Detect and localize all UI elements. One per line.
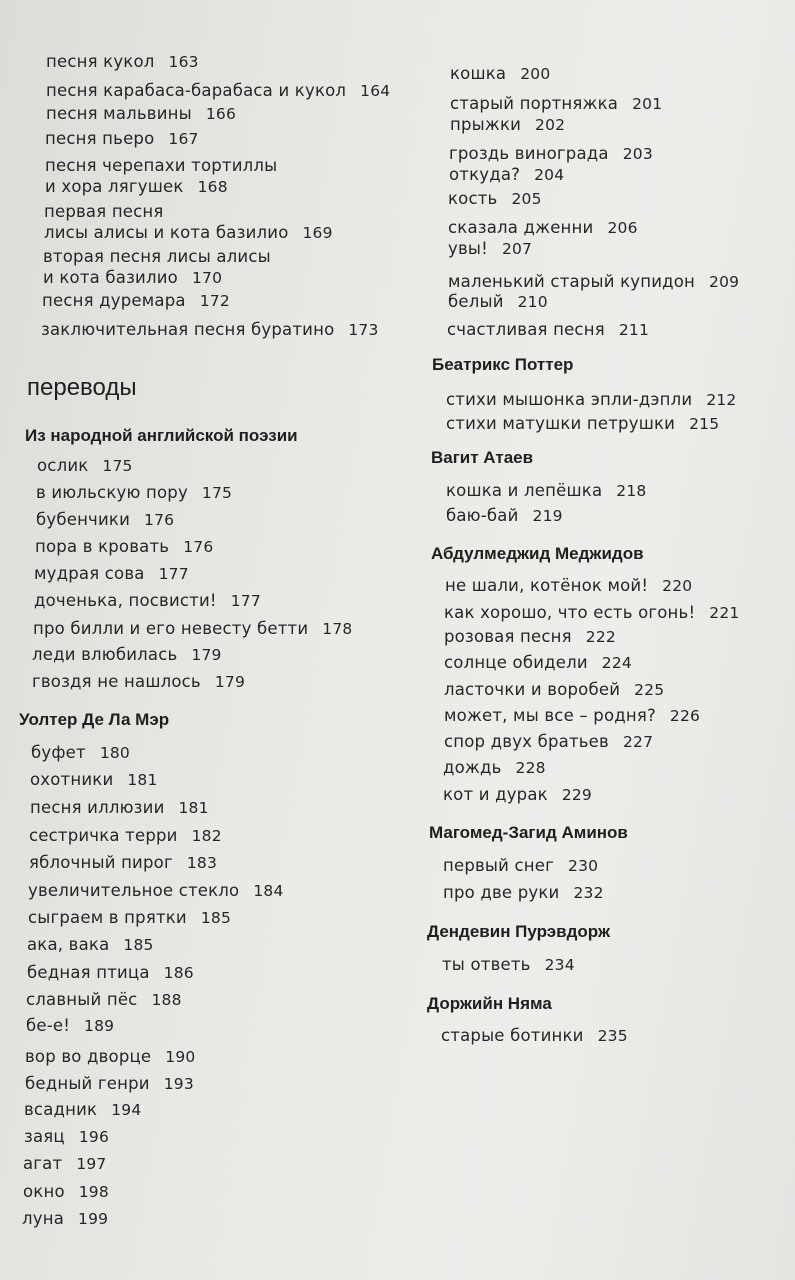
entry-title: дождь: [443, 758, 502, 777]
entry-title: бедный генри: [25, 1074, 150, 1093]
toc-entry[interactable]: [448, 272, 739, 291]
entry-page: 196: [78, 1128, 110, 1146]
toc-entry[interactable]: [447, 320, 649, 339]
entry-title: ласточки и воробей: [444, 680, 621, 699]
author-heading: Доржийн Няма: [427, 994, 552, 1013]
entry-title-line2: и хора лягушек: [45, 177, 184, 196]
toc-entry[interactable]: [45, 155, 277, 198]
entry-title-line1: первая песня: [44, 202, 164, 221]
entry-page: 185: [200, 909, 232, 927]
entry-page: 198: [78, 1183, 109, 1201]
entry-title: песня карабаса-барабаса и кукол: [46, 81, 347, 100]
entry-page: 175: [102, 457, 133, 475]
entry-title: увы!: [448, 239, 488, 258]
author-heading: Вагит Атаев: [431, 448, 534, 467]
entry-title: кошка и лепёшка: [446, 481, 603, 500]
toc-entry[interactable]: [27, 963, 194, 982]
toc-entry[interactable]: [446, 506, 563, 525]
author-heading: Уолтер Де Ла Мэр: [19, 710, 170, 729]
toc-entry[interactable]: [28, 908, 231, 927]
toc-entry[interactable]: [448, 239, 532, 258]
toc-entry[interactable]: [32, 672, 245, 691]
toc-entry[interactable]: [41, 320, 379, 339]
entry-title: окно: [23, 1182, 65, 1201]
entry-title: мудрая сова: [34, 564, 145, 583]
toc-entry[interactable]: [449, 144, 653, 163]
entry-title: буфет: [31, 743, 86, 762]
toc-entry[interactable]: [450, 64, 550, 83]
toc-entry[interactable]: [22, 1209, 108, 1228]
entry-page: 206: [607, 219, 638, 237]
entry-title: белый: [448, 292, 504, 311]
entry-title: леди влюбилась: [32, 645, 178, 664]
toc-entry[interactable]: [441, 1026, 628, 1045]
toc-entry[interactable]: [29, 826, 222, 845]
entry-title: может, мы все – родня?: [444, 706, 656, 725]
entry-title: кошка: [450, 64, 507, 83]
entry-title: гроздь винограда: [449, 144, 609, 163]
entry-page: 176: [183, 538, 214, 556]
entry-page: 193: [163, 1075, 194, 1093]
entry-title: охотники: [30, 770, 114, 789]
entry-title: песня иллюзии: [30, 798, 165, 817]
toc-entry[interactable]: [28, 881, 284, 900]
entry-page: 227: [622, 733, 654, 751]
entry-page: 209: [709, 273, 740, 291]
toc-entry[interactable]: [442, 955, 575, 974]
toc-entry[interactable]: [42, 291, 230, 310]
entry-title: ослик: [37, 456, 89, 475]
entry-title: гвоздя не нашлось: [32, 672, 201, 691]
entry-page: 181: [178, 799, 209, 817]
entry-page: 175: [201, 484, 233, 502]
toc-entry[interactable]: [443, 883, 604, 902]
entry-page: 210: [517, 293, 548, 311]
toc-entry[interactable]: [46, 104, 236, 123]
entry-page: 204: [534, 166, 565, 184]
toc-entry[interactable]: [35, 537, 213, 556]
entry-page: 183: [186, 854, 218, 872]
entry-page: 197: [76, 1155, 107, 1173]
entry-page: 166: [205, 105, 237, 123]
entry-page: 163: [168, 53, 199, 71]
entry-title: бе-е!: [26, 1016, 71, 1035]
entry-title: всадник: [24, 1100, 98, 1119]
toc-entry[interactable]: [34, 591, 261, 610]
entry-title-line1: вторая песня лисы алисы: [43, 247, 271, 266]
entry-page: 176: [144, 511, 175, 529]
entry-page: 219: [532, 507, 563, 525]
entry-title-line2: лисы алисы и кота базилио: [44, 223, 289, 242]
entry-page: 232: [573, 884, 604, 902]
toc-entry[interactable]: [24, 1100, 141, 1119]
entry-title: прыжки: [450, 115, 522, 134]
author-heading: Из народной английской поэзии: [25, 426, 298, 445]
entry-title: первый снег: [443, 856, 555, 875]
entry-page: 220: [662, 577, 693, 595]
entry-page: 199: [78, 1210, 109, 1228]
toc-entry[interactable]: [36, 510, 174, 529]
toc-entry[interactable]: [36, 483, 232, 502]
entry-page: 180: [99, 744, 130, 762]
entry-title: розовая песня: [444, 627, 572, 646]
entry-page: 201: [632, 95, 663, 113]
toc-entry[interactable]: [444, 653, 632, 672]
toc-entry[interactable]: [25, 1047, 195, 1066]
entry-title: сыграем в прятки: [28, 908, 187, 927]
entry-page: 215: [689, 415, 720, 433]
entry-title: луна: [22, 1209, 65, 1228]
toc-entry[interactable]: [46, 52, 199, 71]
entry-title: песня кукол: [46, 52, 155, 71]
entry-title: песня дуремара: [42, 291, 186, 310]
entry-page: 212: [706, 391, 737, 409]
entry-title: заяц: [24, 1127, 65, 1146]
entry-page: 173: [348, 321, 379, 339]
entry-page: 186: [163, 964, 194, 982]
toc-entry[interactable]: [32, 645, 222, 664]
entry-page: 177: [158, 565, 189, 583]
toc-entry[interactable]: [448, 292, 548, 311]
author-heading: Абдулмеджид Меджидов: [431, 544, 644, 563]
entry-title: солнце обидели: [444, 653, 588, 672]
entry-page: 184: [253, 882, 284, 900]
entry-page: 225: [634, 681, 665, 699]
toc-entry[interactable]: [443, 758, 546, 777]
entry-title: маленький старый купидон: [448, 272, 696, 291]
entry-title: счастливая песня: [447, 320, 605, 339]
toc-entry[interactable]: [30, 798, 209, 817]
toc-entry[interactable]: [450, 94, 662, 113]
toc-entry[interactable]: [34, 564, 189, 583]
entry-title: сказала дженни: [448, 218, 594, 237]
entry-page: 179: [191, 646, 222, 664]
toc-entry[interactable]: [444, 732, 653, 751]
entry-page: 234: [544, 956, 575, 974]
entry-title: сестричка терри: [29, 826, 178, 845]
entry-title: откуда?: [449, 165, 521, 184]
toc-entry[interactable]: [444, 680, 664, 699]
toc-entry[interactable]: [33, 619, 352, 638]
entry-page: 221: [709, 604, 740, 622]
entry-page: 178: [322, 620, 353, 638]
toc-entry[interactable]: [446, 414, 719, 433]
toc-entry[interactable]: [26, 1016, 114, 1035]
entry-page: 211: [618, 321, 650, 339]
entry-title: старый портняжка: [450, 94, 619, 113]
entry-page: 224: [601, 654, 632, 672]
author-heading: Дендевин Пурэвдорж: [427, 922, 611, 941]
entry-page: 203: [622, 145, 653, 163]
entry-page: 181: [127, 771, 158, 789]
entry-title: про две руки: [443, 883, 560, 902]
toc-entry[interactable]: [23, 1182, 109, 1201]
entry-page: 177: [230, 592, 261, 610]
toc-entry[interactable]: [444, 706, 700, 725]
entry-title: про билли и его невесту бетти: [33, 619, 309, 638]
entry-title: как хорошо, что есть огонь!: [444, 603, 696, 622]
entry-title: старые ботинки: [441, 1026, 584, 1045]
entry-page: 228: [515, 759, 546, 777]
entry-title: славный пёс: [26, 990, 138, 1009]
entry-title: кот и дурак: [443, 785, 548, 804]
toc-entry[interactable]: [26, 990, 182, 1009]
author-heading: Магомед-Загид Аминов: [429, 823, 628, 842]
entry-page: 218: [616, 482, 647, 500]
toc-entry[interactable]: [445, 576, 692, 595]
toc-entry[interactable]: [444, 603, 739, 622]
entry-title: бедная птица: [27, 963, 150, 982]
toc-entry[interactable]: [450, 115, 565, 134]
toc-entry[interactable]: [43, 246, 271, 289]
entry-page: 190: [165, 1048, 196, 1066]
entry-title: песня пьеро: [45, 129, 155, 148]
entry-page: 170: [191, 269, 223, 287]
entry-page: 179: [214, 673, 246, 691]
entry-title: вор во дворце: [25, 1047, 152, 1066]
entry-title: в июльскую пору: [36, 483, 188, 502]
toc-entry[interactable]: [45, 129, 199, 148]
entry-page: 168: [197, 178, 228, 196]
toc-entry[interactable]: [443, 856, 598, 875]
entry-title: агат: [23, 1154, 63, 1173]
entry-title: кость: [448, 189, 498, 208]
entry-page: 189: [84, 1017, 115, 1035]
entry-title-line1: песня черепахи тортиллы: [45, 156, 278, 175]
entry-title: заключительная песня буратино: [41, 320, 335, 339]
entry-page: 169: [302, 224, 333, 242]
author-heading: Беатрикс Поттер: [432, 355, 574, 374]
toc-entry[interactable]: [24, 1127, 109, 1146]
toc-entry[interactable]: [444, 627, 616, 646]
entry-page: 226: [669, 707, 701, 725]
entry-page: 188: [151, 991, 182, 1009]
toc-entry[interactable]: [44, 201, 333, 244]
entry-title-line2: и кота базилио: [43, 268, 178, 287]
entry-page: 229: [561, 786, 592, 804]
entry-title: доченька, посвисти!: [34, 591, 217, 610]
toc-entry[interactable]: [27, 935, 154, 954]
toc-entry[interactable]: [23, 1154, 107, 1173]
toc-entry[interactable]: [446, 390, 737, 409]
entry-title: ты ответь: [442, 955, 531, 974]
entry-page: 164: [360, 82, 391, 100]
entry-page: 222: [585, 628, 616, 646]
toc-entry[interactable]: [30, 770, 158, 789]
toc-entry[interactable]: [37, 456, 133, 475]
entry-page: 200: [520, 65, 551, 83]
entry-title: стихи матушки петрушки: [446, 414, 676, 433]
toc-entry[interactable]: [46, 81, 390, 100]
entry-title: спор двух братьев: [444, 732, 609, 751]
entry-page: 230: [568, 857, 599, 875]
entry-title: стихи мышонка эпли-дэпли: [446, 390, 693, 409]
entry-page: 172: [199, 292, 230, 310]
entry-title: увеличительное стекло: [28, 881, 240, 900]
entry-page: 167: [168, 130, 199, 148]
toc-entry[interactable]: [446, 481, 646, 500]
entry-page: 202: [535, 116, 566, 134]
entry-page: 207: [501, 240, 533, 258]
entry-title: ака, вака: [27, 935, 110, 954]
entry-page: 194: [111, 1101, 142, 1119]
entry-title: пора в кровать: [35, 537, 170, 556]
toc-entry[interactable]: [449, 165, 564, 184]
toc-entry[interactable]: [443, 785, 592, 804]
entry-title: яблочный пирог: [29, 853, 173, 872]
entry-title: песня мальвины: [46, 104, 192, 123]
entry-page: 185: [123, 936, 154, 954]
toc-entry[interactable]: [448, 189, 542, 208]
entry-title: бубенчики: [36, 510, 131, 529]
entry-title: не шали, котёнок мой!: [445, 576, 649, 595]
entry-page: 205: [511, 190, 542, 208]
entry-title: баю-бай: [446, 506, 519, 525]
toc-entry[interactable]: [31, 743, 130, 762]
toc-entry[interactable]: [25, 1074, 194, 1093]
entry-page: 182: [191, 827, 222, 845]
entry-page: 235: [597, 1027, 628, 1045]
toc-entry[interactable]: [29, 853, 217, 872]
toc-entry[interactable]: [448, 218, 638, 237]
section-title: переводы: [27, 374, 137, 401]
